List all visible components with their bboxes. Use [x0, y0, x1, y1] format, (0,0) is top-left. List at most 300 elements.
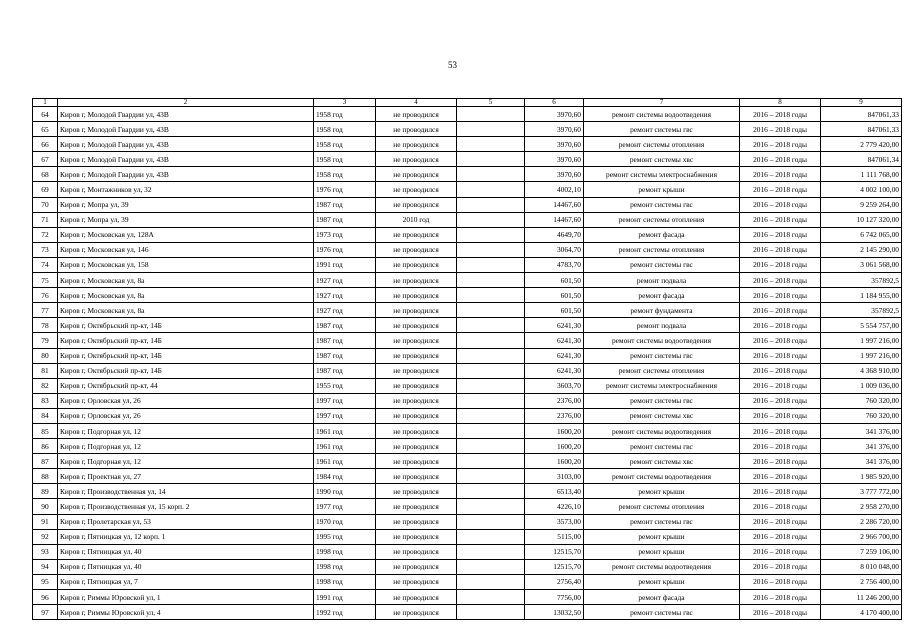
cell-period: 2016 – 2018 годы [740, 107, 821, 122]
page-number: 53 [448, 60, 457, 70]
cell-work-type: ремонт системы гвс [584, 348, 740, 363]
cell-extra [457, 393, 525, 408]
cell-period: 2016 – 2018 годы [740, 152, 821, 167]
cell-cost: 11 246 200,00 [821, 590, 902, 605]
header-col-6: 6 [525, 99, 584, 107]
cell-row-number: 88 [33, 469, 58, 484]
cell-period: 2016 – 2018 годы [740, 227, 821, 242]
table-header [33, 99, 902, 107]
cell-extra [457, 348, 525, 363]
cell-area: 6513,40 [525, 484, 584, 499]
cell-row-number: 87 [33, 454, 58, 469]
cell-area: 2376,00 [525, 408, 584, 423]
cell-cost: 2 145 290,00 [821, 242, 902, 257]
cell-work-type: ремонт системы хвс [584, 152, 740, 167]
cell-last-repair-year: не проводился [376, 122, 457, 137]
table-row [33, 393, 902, 408]
table-row [33, 423, 902, 438]
cell-build-year: 1970 год [314, 514, 376, 529]
table-row [33, 544, 902, 559]
table-row [33, 242, 902, 257]
cell-address: Киров г, Орловская ул, 26 [58, 393, 314, 408]
cell-row-number: 70 [33, 197, 58, 212]
cell-cost: 1 111 768,00 [821, 167, 902, 182]
table-row [33, 333, 902, 348]
cell-extra [457, 257, 525, 272]
cell-cost: 847061,33 [821, 122, 902, 137]
cell-period: 2016 – 2018 годы [740, 363, 821, 378]
cell-extra [457, 529, 525, 544]
cell-address: Киров г, Пролетарская ул, 53 [58, 514, 314, 529]
cell-cost: 1 997 216,00 [821, 348, 902, 363]
cell-period: 2016 – 2018 годы [740, 348, 821, 363]
cell-address: Киров г, Пятницкая ул, 7 [58, 574, 314, 589]
cell-area: 3064,70 [525, 242, 584, 257]
cell-work-type: ремонт крыши [584, 182, 740, 197]
cell-address: Киров г, Октябрьский пр-кт, 14Б [58, 348, 314, 363]
cell-area: 12515,70 [525, 559, 584, 574]
cell-work-type: ремонт системы водоотведения [584, 423, 740, 438]
cell-address: Киров г, Молодой Гвардии ул, 43В [58, 152, 314, 167]
cell-cost: 2 966 700,00 [821, 529, 902, 544]
cell-extra [457, 590, 525, 605]
cell-area: 3573,00 [525, 514, 584, 529]
cell-build-year: 1987 год [314, 348, 376, 363]
cell-period: 2016 – 2018 годы [740, 439, 821, 454]
cell-build-year: 1987 год [314, 212, 376, 227]
cell-build-year: 1961 год [314, 439, 376, 454]
cell-address: Киров г, Пятницкая ул, 40 [58, 544, 314, 559]
cell-work-type: ремонт фундамента [584, 303, 740, 318]
cell-cost: 2 756 400,00 [821, 574, 902, 589]
cell-work-type: ремонт системы гвс [584, 197, 740, 212]
cell-period: 2016 – 2018 годы [740, 529, 821, 544]
cell-row-number: 74 [33, 257, 58, 272]
cell-area: 1600,20 [525, 439, 584, 454]
cell-last-repair-year: не проводился [376, 227, 457, 242]
cell-build-year: 1927 год [314, 288, 376, 303]
cell-last-repair-year: не проводился [376, 318, 457, 333]
cell-work-type: ремонт крыши [584, 544, 740, 559]
cell-extra [457, 318, 525, 333]
cell-address: Киров г, Молодой Гвардии ул, 43В [58, 122, 314, 137]
cell-address: Киров г, Подгорная ул, 12 [58, 439, 314, 454]
cell-row-number: 68 [33, 167, 58, 182]
cell-work-type: ремонт подвала [584, 273, 740, 288]
cell-build-year: 1992 год [314, 605, 376, 620]
cell-area: 4783,70 [525, 257, 584, 272]
cell-period: 2016 – 2018 годы [740, 590, 821, 605]
cell-extra [457, 197, 525, 212]
cell-last-repair-year: не проводился [376, 167, 457, 182]
cell-extra [457, 242, 525, 257]
cell-cost: 10 127 320,00 [821, 212, 902, 227]
table-row [33, 182, 902, 197]
table-row [33, 574, 902, 589]
cell-address: Киров г, Проектная ул, 27 [58, 469, 314, 484]
cell-address: Киров г, Московская ул, 8а [58, 288, 314, 303]
cell-area: 14467,60 [525, 197, 584, 212]
cell-area: 6241,30 [525, 318, 584, 333]
cell-build-year: 1976 год [314, 182, 376, 197]
table-row [33, 288, 902, 303]
table-body [33, 107, 902, 620]
cell-extra [457, 484, 525, 499]
cell-period: 2016 – 2018 годы [740, 544, 821, 559]
cell-row-number: 81 [33, 363, 58, 378]
cell-area: 3970,60 [525, 152, 584, 167]
cell-extra [457, 378, 525, 393]
cell-period: 2016 – 2018 годы [740, 137, 821, 152]
cell-extra [457, 605, 525, 620]
cell-period: 2016 – 2018 годы [740, 182, 821, 197]
cell-cost: 341 376,00 [821, 423, 902, 438]
cell-build-year: 1977 год [314, 499, 376, 514]
cell-address: Киров г, Московская ул, 158 [58, 257, 314, 272]
cell-extra [457, 469, 525, 484]
cell-cost: 1 184 955,00 [821, 288, 902, 303]
cell-extra [457, 559, 525, 574]
cell-work-type: ремонт системы отопления [584, 363, 740, 378]
cell-work-type: ремонт системы гвс [584, 439, 740, 454]
cell-work-type: ремонт системы водоотведения [584, 469, 740, 484]
cell-period: 2016 – 2018 годы [740, 333, 821, 348]
cell-work-type: ремонт системы гвс [584, 393, 740, 408]
cell-row-number: 91 [33, 514, 58, 529]
cell-last-repair-year: не проводился [376, 333, 457, 348]
table-row [33, 197, 902, 212]
cell-address: Киров г, Московская ул, 8а [58, 303, 314, 318]
cell-build-year: 1987 год [314, 318, 376, 333]
cell-extra [457, 137, 525, 152]
cell-period: 2016 – 2018 годы [740, 408, 821, 423]
cell-period: 2016 – 2018 годы [740, 559, 821, 574]
cell-extra [457, 499, 525, 514]
cell-address: Киров г, Московская ул, 128А [58, 227, 314, 242]
cell-extra [457, 273, 525, 288]
cell-cost: 4 002 100,00 [821, 182, 902, 197]
cell-work-type: ремонт системы водоотведения [584, 333, 740, 348]
cell-extra [457, 212, 525, 227]
cell-cost: 4 368 910,00 [821, 363, 902, 378]
cell-area: 601,50 [525, 273, 584, 288]
table-row [33, 227, 902, 242]
cell-extra [457, 227, 525, 242]
cell-build-year: 1958 год [314, 167, 376, 182]
cell-row-number: 73 [33, 242, 58, 257]
cell-build-year: 1990 год [314, 484, 376, 499]
cell-last-repair-year: не проводился [376, 137, 457, 152]
header-row [33, 99, 902, 107]
cell-last-repair-year: не проводился [376, 242, 457, 257]
cell-area: 5115,00 [525, 529, 584, 544]
cell-last-repair-year: не проводился [376, 469, 457, 484]
cell-area: 6241,30 [525, 363, 584, 378]
cell-period: 2016 – 2018 годы [740, 423, 821, 438]
cell-area: 13032,50 [525, 605, 584, 620]
cell-cost: 8 010 048,00 [821, 559, 902, 574]
table-row [33, 605, 902, 620]
cell-build-year: 1998 год [314, 559, 376, 574]
cell-last-repair-year: не проводился [376, 574, 457, 589]
header-col-5: 5 [457, 99, 525, 107]
cell-build-year: 1958 год [314, 122, 376, 137]
repair-schedule-table [32, 98, 902, 620]
cell-build-year: 1998 год [314, 574, 376, 589]
cell-period: 2016 – 2018 годы [740, 212, 821, 227]
cell-work-type: ремонт системы гвс [584, 605, 740, 620]
cell-work-type: ремонт системы гвс [584, 514, 740, 529]
cell-area: 3970,60 [525, 107, 584, 122]
cell-area: 7756,00 [525, 590, 584, 605]
cell-build-year: 1973 год [314, 227, 376, 242]
cell-period: 2016 – 2018 годы [740, 378, 821, 393]
cell-row-number: 95 [33, 574, 58, 589]
cell-work-type: ремонт фасада [584, 590, 740, 605]
cell-row-number: 92 [33, 529, 58, 544]
cell-last-repair-year: не проводился [376, 363, 457, 378]
cell-last-repair-year: не проводился [376, 605, 457, 620]
cell-extra [457, 182, 525, 197]
cell-row-number: 85 [33, 423, 58, 438]
cell-address: Киров г, Октябрьский пр-кт, 44 [58, 378, 314, 393]
cell-work-type: ремонт крыши [584, 484, 740, 499]
cell-work-type: ремонт системы хвс [584, 454, 740, 469]
cell-address: Киров г, Молодой Гвардии ул, 43В [58, 137, 314, 152]
cell-period: 2016 – 2018 годы [740, 574, 821, 589]
cell-row-number: 84 [33, 408, 58, 423]
table-row [33, 363, 902, 378]
cell-build-year: 1958 год [314, 137, 376, 152]
cell-cost: 1 009 036,00 [821, 378, 902, 393]
cell-address: Киров г, Подгорная ул, 12 [58, 454, 314, 469]
cell-area: 12515,70 [525, 544, 584, 559]
header-col-9: 9 [821, 99, 902, 107]
cell-last-repair-year: не проводился [376, 288, 457, 303]
cell-row-number: 66 [33, 137, 58, 152]
cell-row-number: 80 [33, 348, 58, 363]
header-col-7: 7 [584, 99, 740, 107]
table-row [33, 137, 902, 152]
table-row [33, 273, 902, 288]
cell-last-repair-year: не проводился [376, 152, 457, 167]
cell-work-type: ремонт крыши [584, 529, 740, 544]
table-row [33, 529, 902, 544]
cell-area: 4226,10 [525, 499, 584, 514]
table-row [33, 499, 902, 514]
cell-cost: 4 170 400,00 [821, 605, 902, 620]
table-row [33, 107, 902, 122]
table-row [33, 212, 902, 227]
cell-address: Киров г, Молодой Гвардии ул, 43В [58, 107, 314, 122]
cell-cost: 341 376,00 [821, 439, 902, 454]
cell-area: 601,50 [525, 303, 584, 318]
cell-address: Киров г, Московская ул, 8а [58, 273, 314, 288]
cell-last-repair-year: не проводился [376, 484, 457, 499]
cell-last-repair-year: не проводился [376, 454, 457, 469]
cell-build-year: 1955 год [314, 378, 376, 393]
cell-row-number: 76 [33, 288, 58, 303]
table-row [33, 348, 902, 363]
cell-period: 2016 – 2018 годы [740, 273, 821, 288]
cell-cost: 2 286 720,00 [821, 514, 902, 529]
cell-extra [457, 167, 525, 182]
cell-cost: 760 320,00 [821, 408, 902, 423]
cell-area: 4002,10 [525, 182, 584, 197]
cell-build-year: 1995 год [314, 529, 376, 544]
cell-row-number: 82 [33, 378, 58, 393]
cell-address: Киров г, Мопра ул, 39 [58, 212, 314, 227]
cell-area: 601,50 [525, 288, 584, 303]
cell-extra [457, 288, 525, 303]
cell-period: 2016 – 2018 годы [740, 288, 821, 303]
cell-work-type: ремонт фасада [584, 288, 740, 303]
cell-build-year: 1987 год [314, 333, 376, 348]
table-row [33, 514, 902, 529]
cell-row-number: 86 [33, 439, 58, 454]
cell-build-year: 1927 год [314, 303, 376, 318]
table-row [33, 439, 902, 454]
cell-period: 2016 – 2018 годы [740, 303, 821, 318]
cell-cost: 9 259 264,00 [821, 197, 902, 212]
table-row [33, 257, 902, 272]
cell-build-year: 1961 год [314, 454, 376, 469]
cell-last-repair-year: не проводился [376, 107, 457, 122]
cell-row-number: 71 [33, 212, 58, 227]
cell-last-repair-year: не проводился [376, 378, 457, 393]
cell-address: Киров г, Московская ул, 146 [58, 242, 314, 257]
cell-row-number: 94 [33, 559, 58, 574]
cell-extra [457, 107, 525, 122]
cell-extra [457, 122, 525, 137]
cell-extra [457, 303, 525, 318]
cell-cost: 1 985 920,00 [821, 469, 902, 484]
cell-extra [457, 514, 525, 529]
cell-build-year: 1958 год [314, 107, 376, 122]
table-row [33, 454, 902, 469]
cell-address: Киров г, Молодой Гвардии ул, 43В [58, 167, 314, 182]
cell-area: 3970,60 [525, 167, 584, 182]
cell-period: 2016 – 2018 годы [740, 167, 821, 182]
cell-build-year: 1991 год [314, 257, 376, 272]
table-row [33, 318, 902, 333]
cell-area: 14467,60 [525, 212, 584, 227]
cell-period: 2016 – 2018 годы [740, 122, 821, 137]
cell-period: 2016 – 2018 годы [740, 257, 821, 272]
cell-last-repair-year: не проводился [376, 393, 457, 408]
cell-period: 2016 – 2018 годы [740, 454, 821, 469]
cell-row-number: 64 [33, 107, 58, 122]
cell-row-number: 67 [33, 152, 58, 167]
cell-area: 4649,70 [525, 227, 584, 242]
cell-period: 2016 – 2018 годы [740, 605, 821, 620]
cell-period: 2016 – 2018 годы [740, 318, 821, 333]
cell-last-repair-year: не проводился [376, 529, 457, 544]
table-row [33, 590, 902, 605]
cell-address: Киров г, Пятницкая ул, 12 корп. 1 [58, 529, 314, 544]
cell-address: Киров г, Орловская ул, 26 [58, 408, 314, 423]
cell-last-repair-year: не проводился [376, 590, 457, 605]
header-col-2: 2 [58, 99, 314, 107]
cell-period: 2016 – 2018 годы [740, 242, 821, 257]
cell-row-number: 83 [33, 393, 58, 408]
cell-build-year: 1998 год [314, 544, 376, 559]
cell-last-repair-year: не проводился [376, 439, 457, 454]
table-row [33, 484, 902, 499]
cell-last-repair-year: не проводился [376, 303, 457, 318]
cell-work-type: ремонт системы отопления [584, 212, 740, 227]
cell-address: Киров г, Производственная ул, 15 корп. 2 [58, 499, 314, 514]
table-row [33, 152, 902, 167]
cell-row-number: 69 [33, 182, 58, 197]
cell-last-repair-year: не проводился [376, 273, 457, 288]
header-col-8: 8 [740, 99, 821, 107]
cell-extra [457, 574, 525, 589]
cell-row-number: 97 [33, 605, 58, 620]
cell-work-type: ремонт системы отопления [584, 137, 740, 152]
cell-address: Киров г, Октябрьский пр-кт, 14Б [58, 363, 314, 378]
cell-last-repair-year: не проводился [376, 499, 457, 514]
cell-address: Киров г, Монтажников ул, 32 [58, 182, 314, 197]
cell-last-repair-year: не проводился [376, 544, 457, 559]
cell-area: 1600,20 [525, 423, 584, 438]
cell-last-repair-year: не проводился [376, 348, 457, 363]
cell-work-type: ремонт системы гвс [584, 257, 740, 272]
cell-row-number: 90 [33, 499, 58, 514]
cell-row-number: 65 [33, 122, 58, 137]
cell-work-type: ремонт системы водоотведения [584, 107, 740, 122]
cell-address: Киров г, Риммы Юровской ул, 4 [58, 605, 314, 620]
cell-work-type: ремонт системы водоотведения [584, 559, 740, 574]
cell-area: 3970,60 [525, 137, 584, 152]
cell-address: Киров г, Производственная ул, 14 [58, 484, 314, 499]
cell-cost: 357892,5 [821, 303, 902, 318]
table-row [33, 122, 902, 137]
cell-last-repair-year: не проводился [376, 423, 457, 438]
cell-area: 6241,30 [525, 348, 584, 363]
cell-period: 2016 – 2018 годы [740, 484, 821, 499]
cell-cost: 5 554 757,00 [821, 318, 902, 333]
cell-area: 3603,70 [525, 378, 584, 393]
cell-work-type: ремонт системы электроснабжения [584, 167, 740, 182]
cell-work-type: ремонт крыши [584, 574, 740, 589]
cell-cost: 3 061 568,00 [821, 257, 902, 272]
cell-row-number: 93 [33, 544, 58, 559]
cell-row-number: 78 [33, 318, 58, 333]
table-row [33, 469, 902, 484]
cell-cost: 7 259 106,00 [821, 544, 902, 559]
cell-last-repair-year: 2010 год [376, 212, 457, 227]
cell-address: Киров г, Пятницкая ул, 40 [58, 559, 314, 574]
cell-work-type: ремонт фасада [584, 227, 740, 242]
cell-work-type: ремонт системы гвс [584, 122, 740, 137]
cell-last-repair-year: не проводился [376, 182, 457, 197]
cell-last-repair-year: не проводился [376, 559, 457, 574]
cell-period: 2016 – 2018 годы [740, 197, 821, 212]
cell-work-type: ремонт системы отопления [584, 242, 740, 257]
table-row [33, 378, 902, 393]
cell-area: 3103,00 [525, 469, 584, 484]
cell-build-year: 1997 год [314, 393, 376, 408]
cell-area: 1600,20 [525, 454, 584, 469]
header-col-1: 1 [33, 99, 58, 107]
cell-period: 2016 – 2018 годы [740, 499, 821, 514]
cell-cost: 357892,5 [821, 273, 902, 288]
cell-last-repair-year: не проводился [376, 197, 457, 212]
cell-build-year: 1927 год [314, 273, 376, 288]
cell-work-type: ремонт системы хвс [584, 408, 740, 423]
cell-build-year: 1961 год [314, 423, 376, 438]
